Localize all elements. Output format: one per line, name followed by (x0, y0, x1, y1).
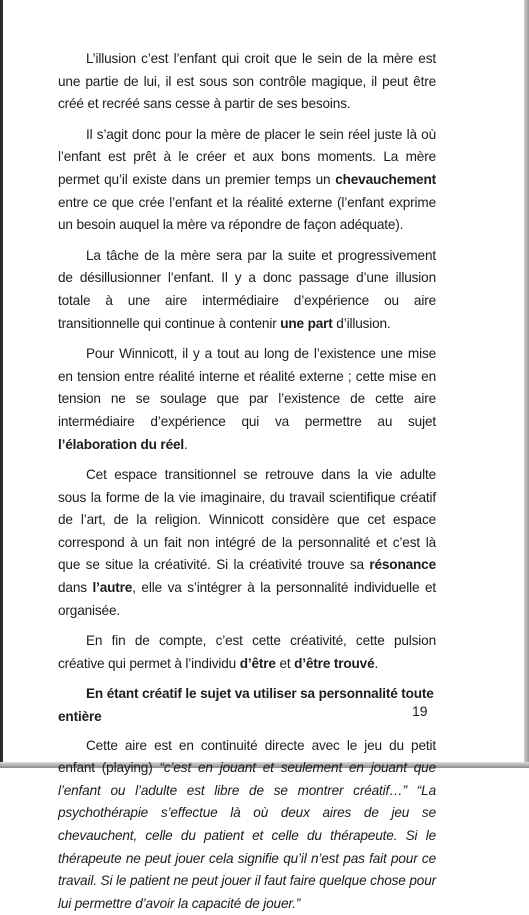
emphasis-d-etre: d’être (239, 655, 276, 671)
paragraph-desillusion (58, 245, 436, 335)
emphasis-d-etre-trouve: d’être trouvé (294, 655, 375, 671)
text-run: d’illusion. (332, 315, 391, 331)
paragraph-playing-quote (58, 735, 436, 915)
text-run: La tâche de la mère sera par la suite et progressivement de désillusionner l’enfant. Il y a donc passage d’une illusion totale à une aire intermédiaire d’expérience ou aire transitionnelle qui continue à contenir (58, 247, 436, 331)
paragraph-bold-statement (58, 683, 436, 728)
text-run: Cet espace transitionnel se retrouve dans la vie adulte sous la forme de la vie imaginaire, du travail scientifique créatif de l’art, de la religion. Winnicott considère que cet espace correspond à un fait non intégré de la personnalité et c’est là que se situe la créativité. Si la créativité trouve sa (58, 467, 436, 573)
page-body (58, 48, 436, 915)
text-run: entre ce que crée l’enfant et la réalité externe (l’enfant exprime un besoin auquel la mère va répondre de façon adéquate). (58, 194, 436, 233)
text-run: Il s’agit donc pour la mère de placer le sein réel juste là où l’enfant est prêt à le créer et aux bons moments. La mère permet qu’il existe dans un premier temps un (58, 126, 436, 187)
emphasis-une-part: une part (280, 315, 333, 331)
text-run: Cette aire est en continuité directe avec le jeu du petit enfant (playing) (58, 737, 436, 776)
emphasis-l-autre: l’autre (92, 580, 133, 596)
text-run: L’illusion c’est l’enfant qui croit que le sein de la mère est une partie de lui, il est sous son contrôle magique, il peut être créé et recréé sans cesse à partir de ses besoins. (58, 51, 436, 112)
emphasis-elaboration-du-reel: l’élaboration du réel (58, 436, 185, 452)
text-run: . (374, 655, 379, 671)
emphasis-resonance: résonance (369, 557, 436, 573)
paragraph-illusion (58, 48, 436, 116)
scan-edge-left (0, 0, 3, 768)
emphasis-statement: En étant créatif le sujet va utiliser sa personnalité toute entière (58, 686, 434, 725)
paragraph-espace-transitionnel (58, 464, 436, 622)
paragraph-winnicott-tension (58, 343, 436, 456)
text-run: . (184, 436, 188, 452)
emphasis-chevauchement: chevauchement (335, 171, 436, 187)
text-run: Pour Winnicott, il y a tout au long de l’existence une mise en tension entre réalité interne et réalité externe ; cette mise en tension ne se soulage que par l’existence de cette aire intermédiaire d’expérience qui va permettre au sujet (58, 346, 436, 429)
scan-edge-right (524, 0, 529, 768)
page-number: 19 (412, 703, 428, 719)
text-run: et (275, 655, 295, 671)
paragraph-creativite (58, 630, 436, 675)
paragraph-sein-reel (58, 124, 436, 237)
text-run: dans (58, 580, 93, 596)
text-run: En fin de compte, c’est cette créativité, cette pulsion créative qui permet à l’individu (58, 633, 436, 671)
quote-winnicott: “c’est en jouant et seulement en jouant que l’enfant ou l’adulte est libre de se montrer créatif…” “La psychothérapie s’effectue là où deux aires de jeu se chevauchent, celle du patient et celle du thérapeute. Si le thérapeute ne peut jouer cela signifie qu’il n’est pas fait pour ce travail. Si le patient ne peut jouer il faut faire quelque chose pour lui permettre d’avoir la capacité de jouer.” (58, 760, 436, 911)
text-run: , elle va s’intégrer à la personnalité individuelle et organisée. (58, 580, 436, 618)
